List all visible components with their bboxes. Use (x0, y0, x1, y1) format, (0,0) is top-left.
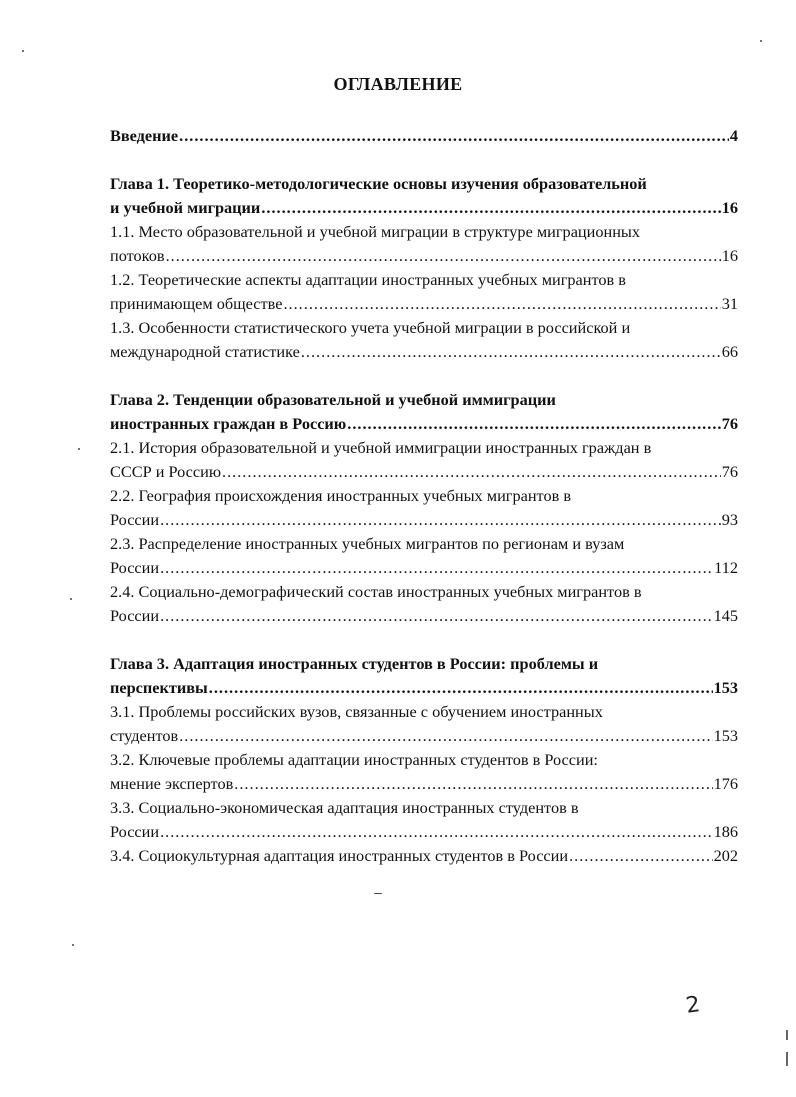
section-3-1-page: 153 (713, 726, 738, 745)
section-1-1-page: 16 (721, 246, 738, 265)
section-2-4-line1[interactable]: 2.4. Социально-демографический состав иностранных учебных мигрантов в (110, 582, 642, 601)
dot-leader (179, 724, 712, 748)
section-3-2-page: 176 (713, 774, 738, 793)
scan-speck (760, 40, 762, 42)
section-1-3-text: международной статистике (110, 342, 300, 361)
toc-intro-label: Введение (110, 126, 179, 145)
section-2-1-page: 76 (721, 462, 738, 481)
scan-speck (72, 944, 74, 946)
section-3-4-text: 3.4. Социокультурная адаптация иностранных студентов в России (110, 846, 569, 865)
dot-leader (222, 460, 721, 484)
dot-leader (234, 772, 712, 796)
section-3-2-text: мнение экспертов (110, 774, 234, 793)
section-3-2-line2[interactable] (110, 772, 738, 796)
section-2-4-page: 145 (713, 606, 738, 625)
section-3-3-line1[interactable]: 3.3. Социально-экономическая адаптация иностранных студентов в (110, 798, 579, 817)
section-1-3-line2[interactable] (110, 340, 738, 364)
dot-leader (160, 556, 713, 580)
section-3-1-line2[interactable] (110, 724, 738, 748)
chapter-3-title-line1[interactable]: Глава 3. Адаптация иностранных студентов в России: проблемы и (110, 654, 599, 673)
section-2-4-text: России (110, 606, 160, 625)
dot-leader (261, 196, 720, 220)
section-1-1-text: потоков (110, 246, 165, 265)
section-1-2-line2[interactable] (110, 292, 738, 316)
chapter-3-title-text: перспективы (110, 678, 208, 697)
toc-intro[interactable] (110, 124, 738, 148)
scan-speck (70, 598, 72, 600)
chapter-1-title-line2[interactable] (110, 196, 738, 220)
section-2-3-line1[interactable]: 2.3. Распределение иностранных учебных мигрантов по регионам и вузам (110, 534, 625, 553)
dot-leader (160, 820, 713, 844)
dot-leader (179, 124, 729, 148)
section-1-2-page: 31 (721, 294, 738, 313)
section-2-2-line2[interactable] (110, 508, 738, 532)
section-1-1-line1[interactable]: 1.1. Место образовательной и учебной миграции в структуре миграционных (110, 222, 640, 241)
dot-leader (160, 508, 721, 532)
scan-speck (22, 50, 24, 52)
section-2-1-line1[interactable]: 2.1. История образовательной и учебной иммиграции иностранных граждан в (110, 438, 652, 457)
section-3-3-page: 186 (713, 822, 738, 841)
chapter-1-title-text: и учебной миграции (110, 198, 261, 217)
dot-leader (347, 412, 720, 436)
page-title: ОГЛАВЛЕНИЕ (333, 74, 463, 94)
section-2-3-line2[interactable] (110, 556, 738, 580)
scan-edge-mark (786, 1052, 788, 1066)
section-1-1-line2[interactable] (110, 244, 738, 268)
section-3-1-line1[interactable]: 3.1. Проблемы российских вузов, связанные с обучением иностранных (110, 702, 603, 721)
scan-speck (374, 893, 382, 894)
dot-leader (209, 676, 713, 700)
dot-leader (160, 604, 713, 628)
section-2-4-line2[interactable] (110, 604, 738, 628)
section-2-3-text: России (110, 558, 160, 577)
section-1-2-line1[interactable]: 1.2. Теоретические аспекты адаптации иностранных учебных мигрантов в (110, 270, 626, 289)
chapter-2-title-text: иностранных граждан в Россию (110, 414, 347, 433)
section-2-3-page: 112 (714, 558, 738, 577)
handwritten-page-number: 2 (684, 992, 702, 1019)
table-of-contents (110, 124, 738, 868)
chapter-3-title-line2[interactable] (110, 676, 738, 700)
section-2-1-text: СССР и Россию (110, 462, 222, 481)
section-3-3-text: России (110, 822, 160, 841)
dot-leader (283, 292, 720, 316)
section-1-3-page: 66 (721, 342, 738, 361)
section-2-2-line1[interactable]: 2.2. География происхождения иностранных учебных мигрантов в (110, 486, 572, 505)
section-3-3-line2[interactable] (110, 820, 738, 844)
chapter-2-title-line1[interactable]: Глава 2. Тенденции образовательной и учебной иммиграции (110, 390, 556, 409)
toc-intro-page: 4 (729, 126, 738, 145)
section-1-2-text: принимающем обществе (110, 294, 283, 313)
section-3-4-page: 202 (713, 846, 738, 865)
section-2-2-text: России (110, 510, 160, 529)
chapter-3-page: 153 (713, 678, 738, 697)
dot-leader (301, 340, 721, 364)
scan-edge-mark (786, 1030, 788, 1040)
chapter-2-page: 76 (721, 414, 738, 433)
section-3-4-line[interactable] (110, 844, 738, 868)
section-1-3-line1[interactable]: 1.3. Особенности статистического учета учебной миграции в российской и (110, 318, 631, 337)
chapter-1-title-line1[interactable]: Глава 1. Теоретико-методологические основы изучения образовательной (110, 174, 647, 193)
section-2-1-line2[interactable] (110, 460, 738, 484)
section-3-2-line1[interactable]: 3.2. Ключевые проблемы адаптации иностранных студентов в России: (110, 750, 598, 769)
scan-speck (78, 448, 80, 450)
section-3-1-text: студентов (110, 726, 179, 745)
chapter-2-title-line2[interactable] (110, 412, 738, 436)
dot-leader (166, 244, 721, 268)
section-2-2-page: 93 (721, 510, 738, 529)
chapter-1-page: 16 (721, 198, 738, 217)
dot-leader (569, 844, 712, 868)
